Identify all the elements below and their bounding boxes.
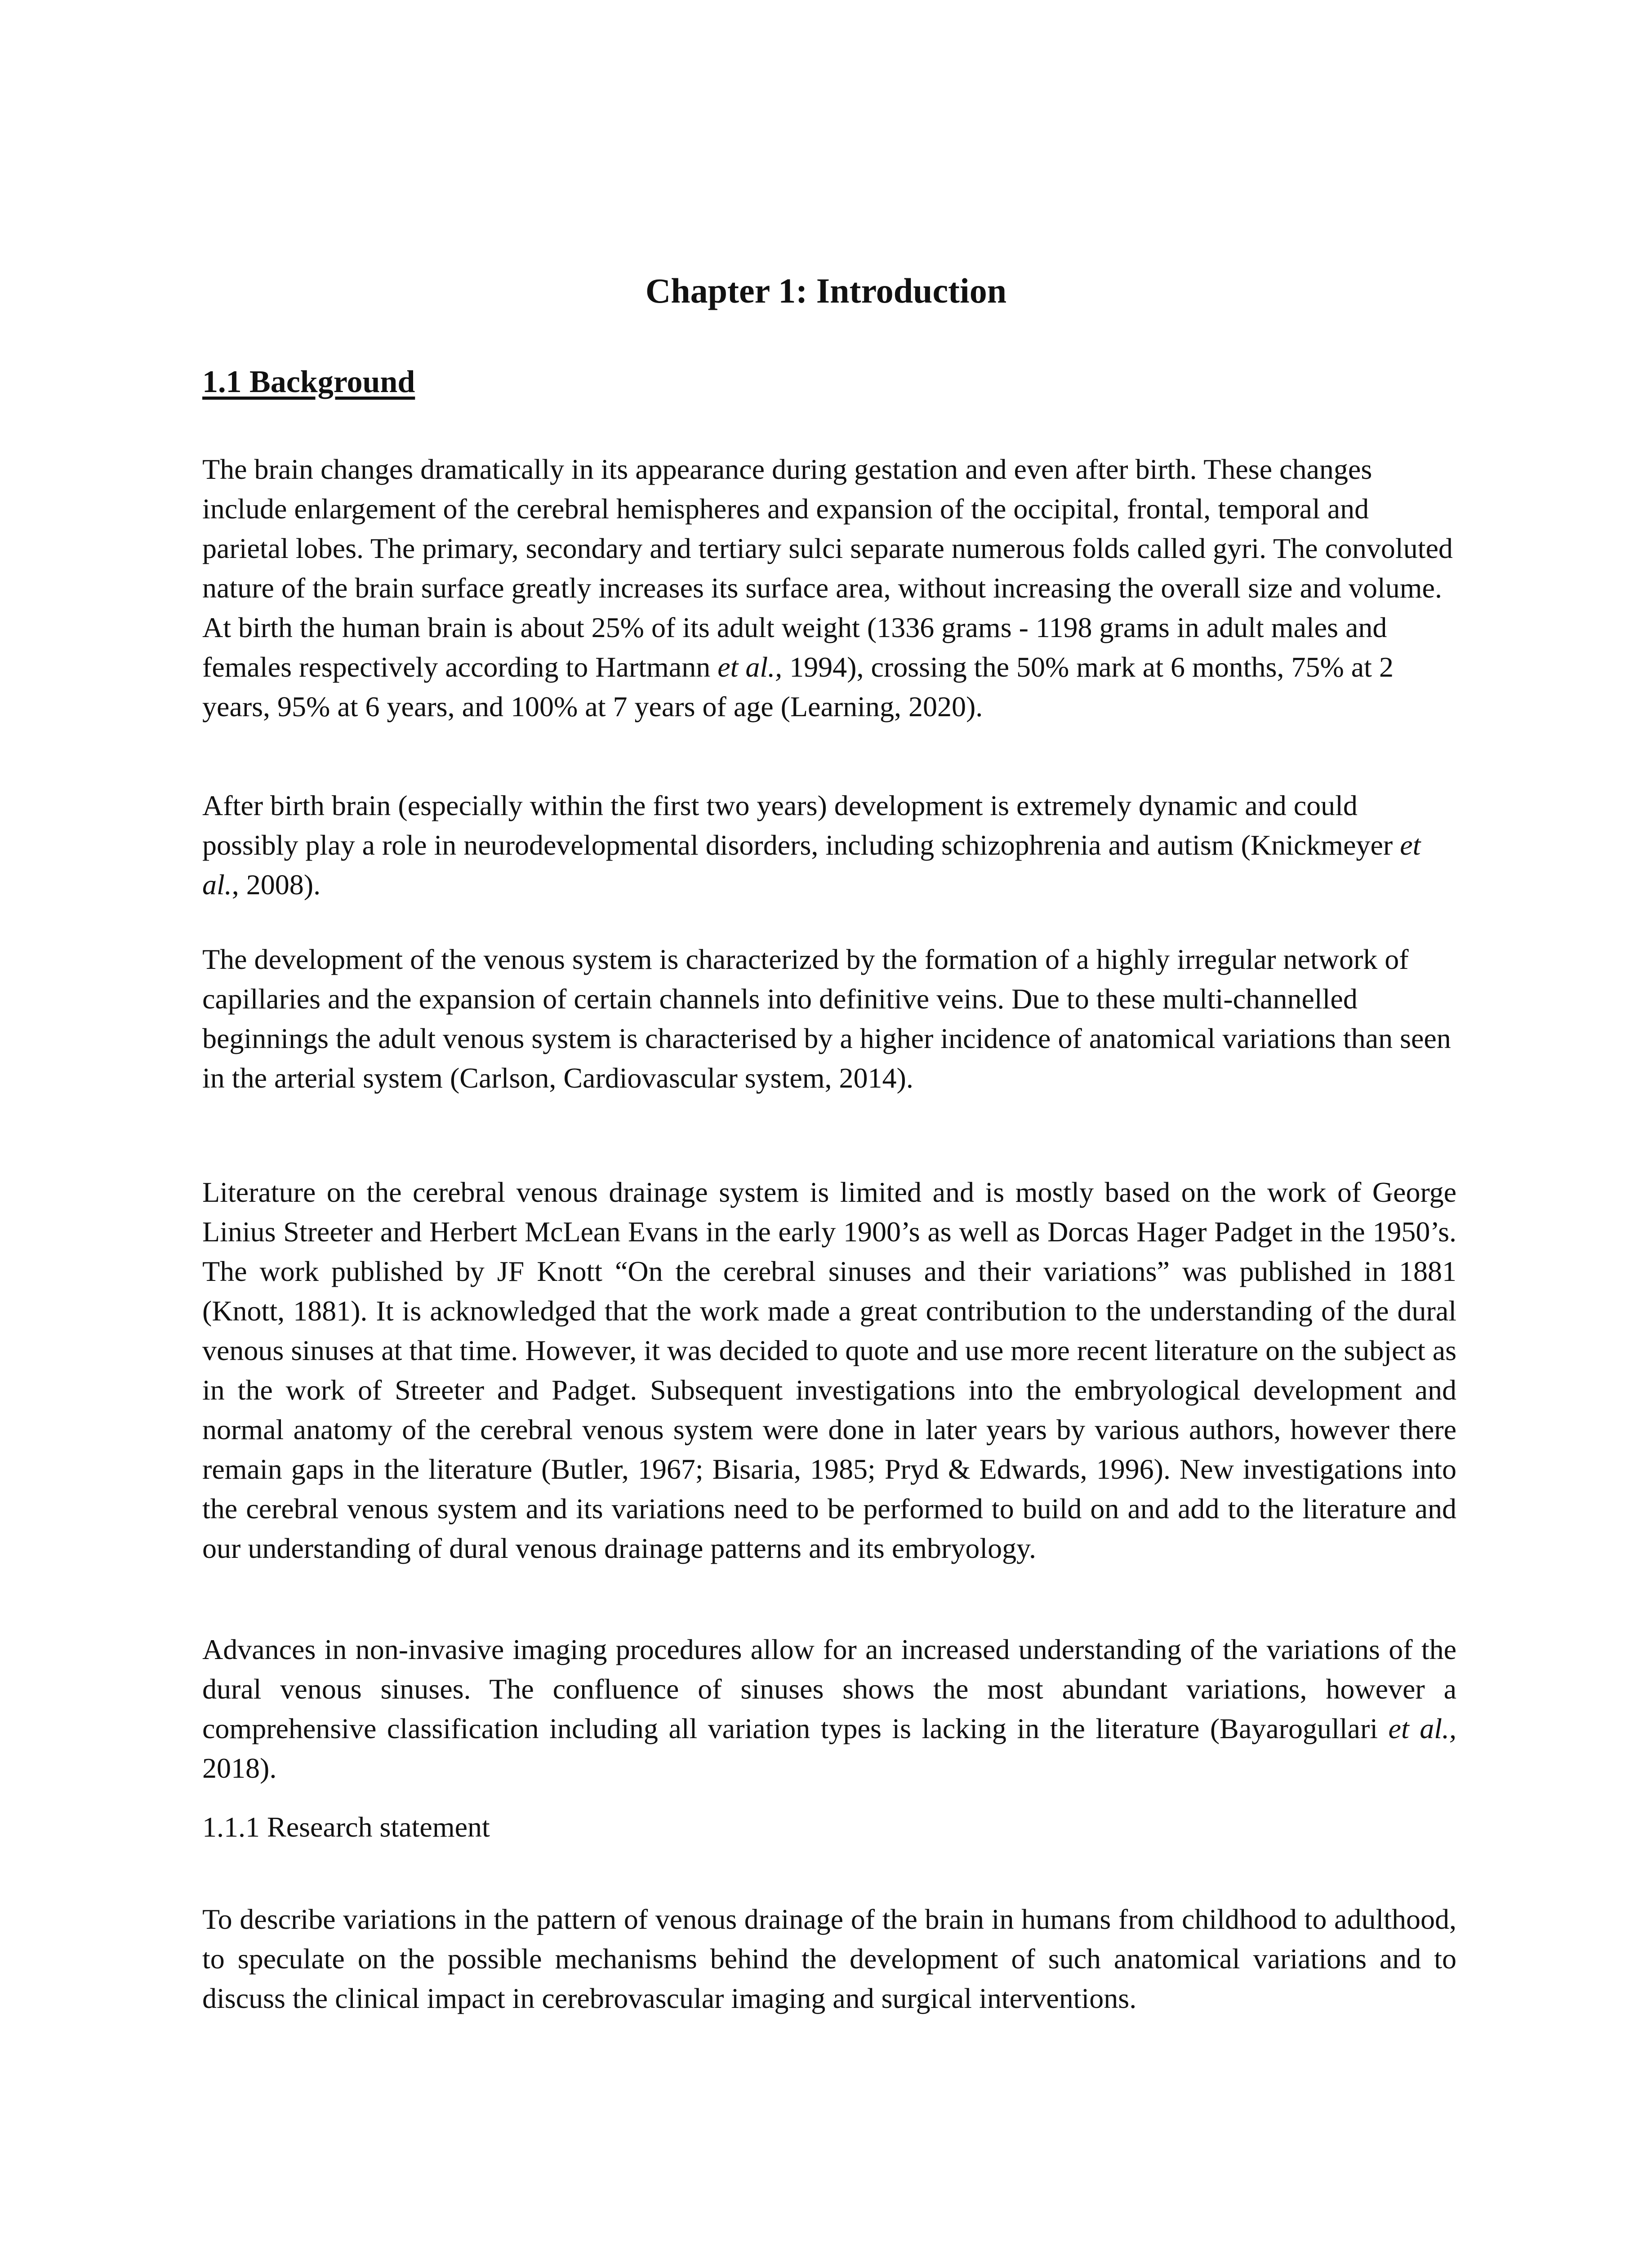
section-heading-background: 1.1 Background — [202, 365, 415, 399]
paragraph-text: The brain changes dramatically in its appearance during gestation and even after birth. These changes include enlargement of the cerebral hemispheres and expansion of the occipital, frontal, temporal and parietal lobes. The primary, secondary and tertiary sulci separate numerous folds called gyri. The convoluted nature of the brain surface greatly increases its surface area, without increasing the overall size and volume. At birth the human brain is about 25% of its adult weight (1336 grams - 1198 grams in adult males and females respectively according to Hartmann — [202, 453, 1453, 683]
paragraph-text: Advances in non-invasive imaging procedures allow for an increased understanding of the variations of the dural venous sinuses. The confluence of sinuses shows the most abundant variations, however a comprehensive classification including all variation types is lacking in the literature (Bayarogullari — [202, 1633, 1456, 1744]
chapter-title: Chapter 1: Introduction — [645, 271, 1007, 310]
paragraph-venous-system: The development of the venous system is characterized by the formation of a highly irregular network of capillaries and the expansion of certain channels into definitive veins. Due to these multi-channelled beginnings the adult venous system is characterised by a higher incidence of anatomical variations than seen in the arterial system (Carlson, Cardiovascular system, 2014). — [202, 943, 1451, 1094]
citation-et-al: et al. — [202, 829, 1421, 901]
paragraph-text: 1994), crossing the 50% mark at 6 months, 75% at 2 years, 95% at 6 years, and 100% at 7 years of age (Learning, 2020). — [202, 651, 1394, 723]
citation-et-al: et al., — [1388, 1713, 1456, 1744]
paragraph-literature: Literature on the cerebral venous drainage system is limited and is mostly based on the work of George Linius Streeter and Herbert McLean Evans in the early 1900’s as well as Dorcas Hager Padget in the 1950’s. The work published by JF Knott “On the cerebral sinuses and their variations” was published in 1881 (Knott, 1881). It is acknowledged that the work made a great contribution to the understanding of the dural venous sinuses at that time. However, it was decided to quote and use more recent literature on the subject as in the work of Streeter and Padget. Subsequent investigations into the embryological development and normal anatomy of the cerebral venous system were done in later years by various authors, however there remain gaps in the literature (Butler, 1967; Bisaria, 1985; Pryd & Edwards, 1996). New investigations into the cerebral venous system and its variations need to be performed to build on and add to the literature and our understanding of dural venous drainage patterns and its embryology. — [202, 1176, 1456, 1564]
subsection-heading-research-statement: 1.1.1 Research statement — [202, 1811, 490, 1843]
paragraph-brain-development — [202, 450, 1456, 727]
paragraph-text: , 2008). — [232, 869, 321, 901]
paragraph-text: After birth brain (especially within the first two years) development is extremely dynamic and could possibly play a role in neurodevelopmental disorders, including schizophrenia and autism (Knickmeyer — [202, 789, 1400, 861]
citation-et-al: et al., — [717, 651, 783, 683]
paragraph-imaging-advances — [202, 1630, 1456, 1788]
paragraph-research-statement: To describe variations in the pattern of venous drainage of the brain in humans from childhood to adulthood, to speculate on the possible mechanisms behind the development of such anatomical variations and to discuss the clinical impact in cerebrovascular imaging and surgical interventions. — [202, 1903, 1456, 2014]
paragraph-text: 2018). — [202, 1752, 277, 1784]
paragraph-after-birth — [202, 786, 1456, 905]
